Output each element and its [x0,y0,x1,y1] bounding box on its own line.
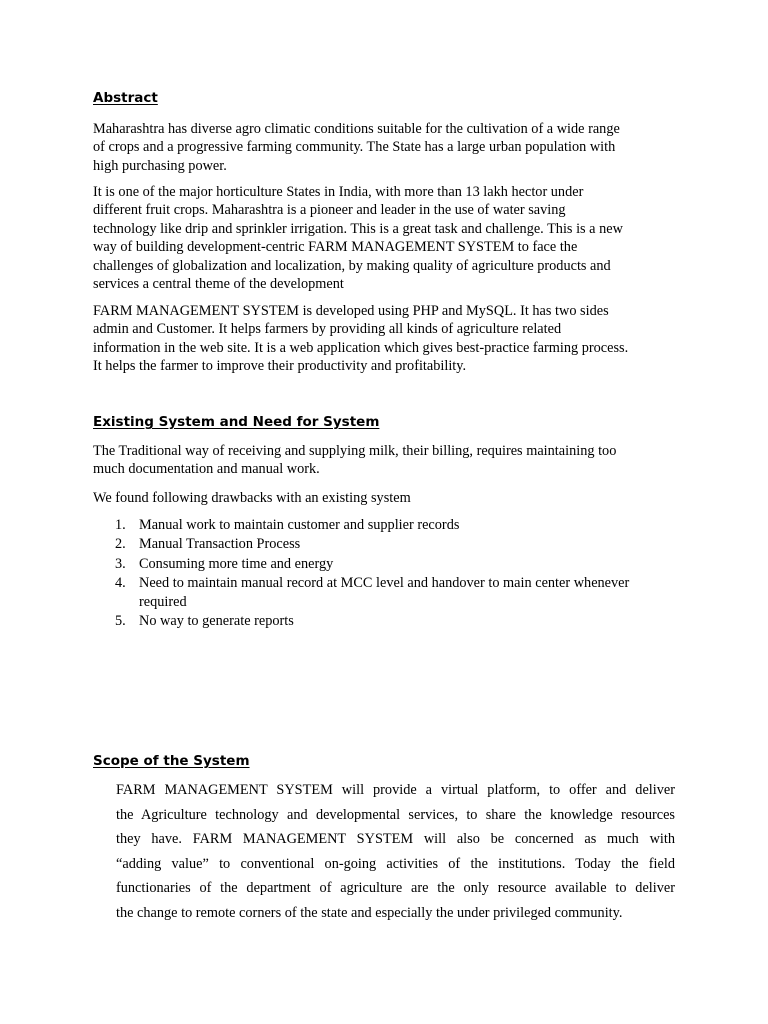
text-line: Consuming more time and energy [139,555,334,572]
list-item [93,535,675,554]
list-number: 5. [115,613,126,630]
list-number: 3. [115,555,126,572]
text-line: It helps the farmer to improve their productivity and profitability. [93,358,467,375]
scope-heading: Scope of the System [93,753,250,769]
list-number: 4. [115,574,126,591]
text-line: FARM MANAGEMENT SYSTEM will provide a virtual platform, to offer and deliver [116,782,675,798]
text-line: the Agriculture technology and developmental services, to share the knowledge resources [116,806,675,823]
text-line: The Traditional way of receiving and supplying milk, their billing, requires maintaining too [93,443,617,459]
text-line: way of building development-centric FARM MANAGEMENT SYSTEM to face the [93,239,578,256]
list-item [93,516,675,535]
text-line: information in the web site. It is a web application which gives best-practice farming process. [93,339,629,356]
text-line: FARM MANAGEMENT SYSTEM is developed using PHP and MySQL. It has two sides [93,303,609,319]
text-line: No way to generate reports [139,613,294,630]
text-line: much documentation and manual work. [93,461,320,478]
text-line: they have. FARM MANAGEMENT SYSTEM will also be concerned as much with [116,831,675,848]
text-line: challenges of globalization and localization, by making quality of agriculture products and [93,257,611,274]
existing-system-paragraph-1 [93,442,675,479]
drawbacks-list [93,516,675,632]
text-line: Need to maintain manual record at MCC level and handover to main center whenever [139,574,630,591]
text-line: functionaries of the department of agriculture are the only resource available to deliver [116,880,675,897]
text-line: Maharashtra has diverse agro climatic conditions suitable for the cultivation of a wide range [93,121,620,137]
text-line: different fruit crops. Maharashtra is a pioneer and leader in the use of water saving [93,202,566,219]
list-number: 1. [115,517,126,533]
existing-system-heading: Existing System and Need for System [93,414,380,430]
text-line: technology like drip and sprinkler irrigation. This is a great task and challenge. This is a new [93,220,623,237]
scope-paragraph [116,778,675,926]
text-line: of crops and a progressive farming community. The State has a large urban population with [93,139,616,156]
text-line: admin and Customer. It helps farmers by providing all kinds of agriculture related [93,321,562,338]
abstract-heading: Abstract [93,90,158,106]
list-item [93,555,675,574]
text-line: Manual Transaction Process [139,536,301,553]
existing-system-paragraph-2 [93,489,675,507]
text-line: high purchasing power. [93,157,227,174]
text-line: services a central theme of the development [93,276,344,293]
text-line: the change to remote corners of the state and especially the under privileged community. [116,904,623,921]
list-item [93,574,675,613]
abstract-paragraph-1 [93,120,675,175]
list-item [93,612,675,631]
abstract-paragraph-3 [93,302,675,376]
text-line: We found following drawbacks with an existing system [93,490,411,506]
list-number: 2. [115,536,126,553]
text-line: “adding value” to conventional on-going activities of the institutions. Today the field [116,855,675,872]
text-line: required [139,594,187,611]
text-line: It is one of the major horticulture States in India, with more than 13 lakh hector under [93,184,584,200]
text-line: Manual work to maintain customer and supplier records [139,517,460,533]
abstract-paragraph-2 [93,183,675,293]
